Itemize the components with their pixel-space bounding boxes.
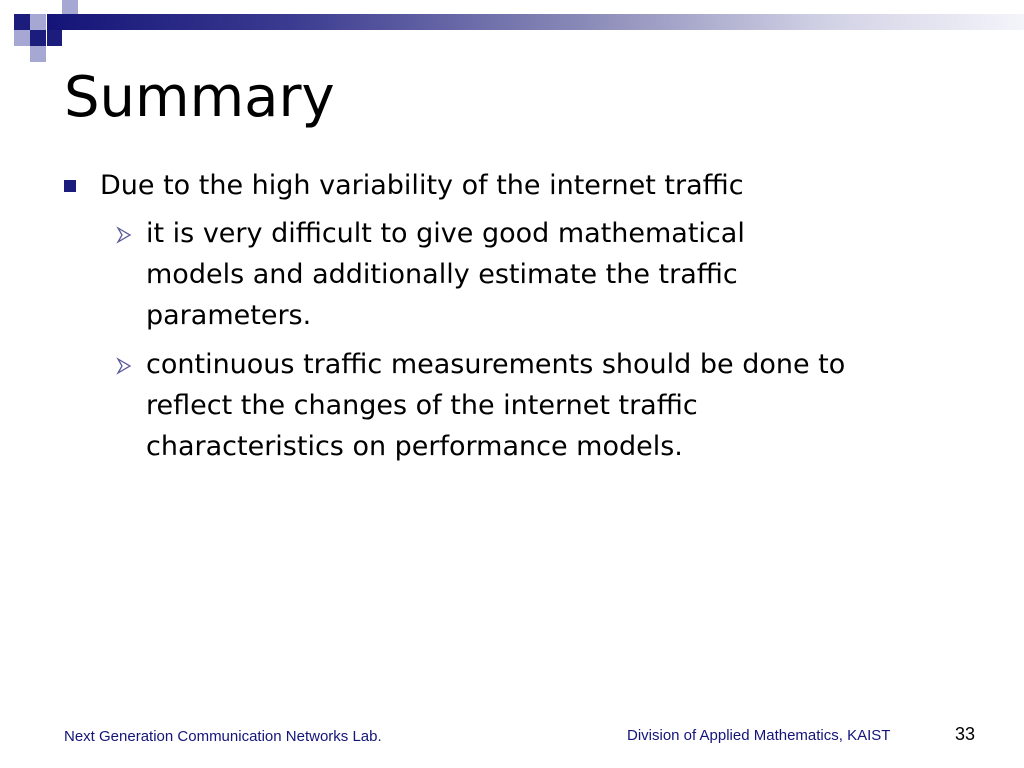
footer-lab-name: Next Generation Communication Networks Lab. (64, 728, 382, 745)
decorative-square (30, 30, 46, 46)
sub-bullet-line: parameters. (146, 300, 312, 331)
decorative-square (14, 14, 30, 30)
sub-bullet-2 (146, 344, 986, 467)
sub-bullet-line: it is very difficult to give good mathematical (146, 218, 745, 249)
square-bullet-icon (64, 180, 76, 192)
page-number: 33 (955, 724, 976, 744)
decorative-square (47, 30, 62, 46)
sub-bullet-line: continuous traffic measurements should be done to (146, 349, 846, 380)
slide-title: Summary (64, 65, 335, 130)
bullet-text: Due to the high variability of the internet traffic (100, 170, 744, 201)
arrow-bullet-icon (116, 357, 132, 375)
decorative-square (30, 46, 46, 62)
footer-division-name: Division of Applied Mathematics, KAIST (627, 727, 891, 744)
sub-bullet-1 (146, 213, 986, 336)
decorative-square (14, 30, 30, 46)
decorative-square (30, 14, 46, 30)
sub-bullet-line: characteristics on performance models. (146, 431, 683, 462)
arrow-bullet-icon (116, 226, 132, 244)
sub-bullet-line: reflect the changes of the internet traffic (146, 390, 698, 421)
header-gradient-bar (47, 14, 1024, 30)
sub-bullet-line: models and additionally estimate the traffic (146, 259, 738, 290)
